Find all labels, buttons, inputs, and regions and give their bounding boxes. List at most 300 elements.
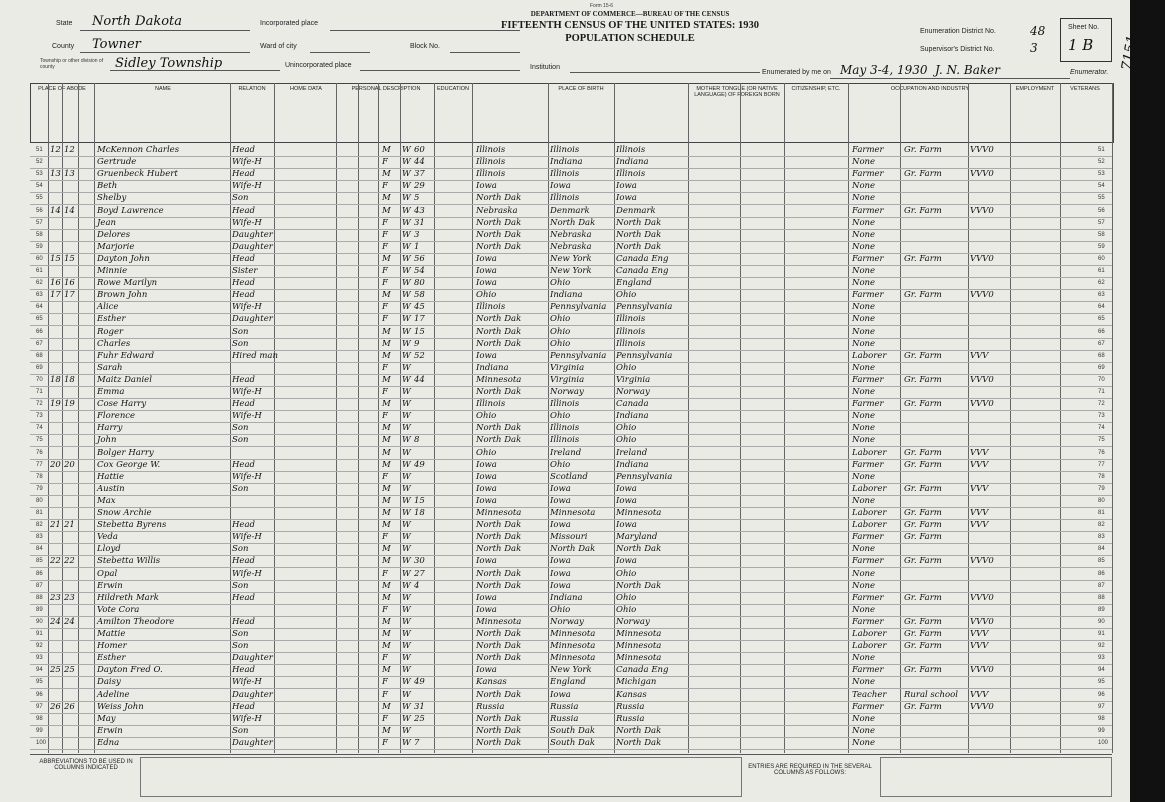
- cell-bp: Illinois: [476, 302, 506, 313]
- cell-race: W: [402, 483, 411, 494]
- line-number-right: 72: [1098, 401, 1105, 408]
- cell-mbp: Norway: [616, 387, 650, 397]
- cell-code: VVV: [970, 689, 989, 700]
- table-row: [0, 169, 1120, 181]
- cell-occ: Farmer: [852, 592, 884, 603]
- cell-bp: North Dak: [476, 641, 522, 652]
- cell-dw: 16: [50, 278, 61, 289]
- cell-age: 15: [414, 326, 425, 337]
- line-number: 98: [36, 715, 43, 722]
- cell-fam: 21: [64, 520, 75, 531]
- cell-rel: Wife-H: [232, 387, 262, 397]
- line-number-right: 74: [1098, 425, 1105, 432]
- cell-mbp: Minnesota: [616, 508, 662, 518]
- line-number: 92: [36, 643, 43, 650]
- cell-fam: 23: [64, 592, 75, 603]
- cell-name: Hattie: [97, 471, 125, 482]
- line-number-right: 87: [1098, 582, 1105, 589]
- cell-race: W: [402, 471, 411, 482]
- cell-name: Jean: [97, 217, 116, 228]
- line-number: 55: [36, 195, 43, 202]
- cell-ind: Gr. Farm: [904, 641, 942, 652]
- cell-rel: Wife-H: [232, 677, 262, 688]
- cell-sex: M: [382, 495, 391, 506]
- section-name: NAME: [155, 86, 171, 92]
- cell-age: 49: [414, 677, 425, 688]
- cell-bp: Ohio: [476, 447, 497, 458]
- line-number: 94: [36, 667, 43, 674]
- cell-mbp: Iowa: [616, 556, 637, 567]
- cell-sex: F: [382, 217, 388, 228]
- line-number-right: 99: [1098, 727, 1105, 734]
- cell-sex: M: [382, 725, 391, 736]
- margin-number: 7151: [1118, 34, 1141, 72]
- cell-rel: Head: [232, 665, 255, 676]
- cell-rel: Daughter: [232, 229, 273, 240]
- cell-name: Sarah: [97, 362, 123, 373]
- cell-dw: 23: [50, 592, 61, 603]
- cell-fbp: Illinois: [550, 423, 580, 434]
- census-title: FIFTEENTH CENSUS OF THE UNITED STATES: 1930: [500, 20, 760, 31]
- cell-ind: Gr. Farm: [904, 290, 942, 301]
- cell-rel: Daughter: [232, 689, 273, 700]
- cell-bp: Iowa: [476, 266, 497, 276]
- table-row: [0, 339, 1120, 351]
- cell-age: 58: [414, 290, 425, 301]
- line-number: 88: [36, 594, 43, 601]
- cell-occ: None: [852, 241, 876, 252]
- cell-ind: Gr. Farm: [904, 374, 942, 385]
- cell-name: Esther: [97, 653, 126, 664]
- cell-name: Beth: [97, 181, 118, 192]
- cell-rel: Daughter: [232, 314, 273, 325]
- cell-sex: M: [382, 169, 391, 180]
- cell-sex: M: [382, 338, 391, 349]
- cell-race: W: [402, 459, 411, 470]
- section-mother-tongue: MOTHER TONGUE (OR NATIVE LANGUAGE) OF FOREIGN BORN: [694, 86, 780, 98]
- table-row: [0, 738, 1120, 750]
- line-number-right: 59: [1098, 243, 1105, 250]
- line-number: 78: [36, 473, 43, 480]
- line-number-right: 55: [1098, 195, 1105, 202]
- cell-mbp: Canada Eng: [616, 253, 669, 264]
- cell-mbp: Minnesota: [616, 653, 662, 664]
- table-row: [0, 460, 1120, 472]
- cell-race: W: [402, 713, 411, 724]
- cell-fam: 26: [64, 701, 75, 712]
- binder-hole: [1138, 540, 1149, 551]
- cell-occ: None: [852, 314, 876, 325]
- cell-race: W: [402, 302, 411, 313]
- line-number-right: 88: [1098, 594, 1105, 601]
- cell-occ: None: [852, 471, 876, 482]
- cell-fbp: Minnesota: [550, 653, 596, 664]
- cell-race: W: [402, 629, 411, 639]
- table-row: [0, 690, 1120, 702]
- cell-bp: North Dak: [476, 520, 522, 531]
- cell-age: 44: [414, 374, 425, 385]
- cell-name: John: [97, 435, 117, 446]
- line-number: 58: [36, 231, 43, 238]
- cell-occ: Farmer: [852, 532, 884, 543]
- cell-fbp: Iowa: [550, 520, 571, 531]
- cell-race: W: [402, 592, 411, 603]
- cell-fam: 18: [64, 374, 75, 385]
- cell-bp: North Dak: [476, 387, 522, 397]
- cell-dw: 21: [50, 520, 61, 531]
- cell-name: Stebetta Byrens: [97, 520, 167, 531]
- line-number: 69: [36, 364, 43, 371]
- cell-fbp: Virginia: [550, 374, 585, 385]
- line-number-right: 80: [1098, 497, 1105, 504]
- cell-rel: Daughter: [232, 241, 273, 252]
- cell-dw: 19: [50, 399, 61, 410]
- line-number: 100: [36, 739, 47, 746]
- enumerated-label: Enumerated by me on: [762, 69, 831, 76]
- line-number-right: 58: [1098, 231, 1105, 238]
- cell-fbp: Russia: [550, 701, 579, 712]
- cell-fam: 19: [64, 399, 75, 410]
- cell-rel: Wife-H: [232, 568, 262, 579]
- cell-ind: Gr. Farm: [904, 592, 942, 603]
- cell-sex: M: [382, 556, 391, 567]
- cell-fbp: Ohio: [550, 314, 571, 325]
- cell-code: VVV: [970, 447, 989, 458]
- cell-mbp: Minnesota: [616, 641, 662, 652]
- cell-mbp: Ohio: [616, 362, 637, 373]
- cell-sex: F: [382, 302, 388, 313]
- cell-race: W: [402, 193, 411, 204]
- cell-code: VVV: [970, 483, 989, 494]
- cell-bp: North Dak: [476, 326, 522, 337]
- cell-bp: Iowa: [476, 556, 497, 567]
- cell-bp: Indiana: [476, 362, 509, 373]
- line-number: 99: [36, 727, 43, 734]
- line-number: 77: [36, 461, 43, 468]
- cell-code: VVV0: [970, 145, 994, 155]
- cell-rel: Head: [232, 701, 255, 712]
- cell-bp: Ohio: [476, 290, 497, 301]
- cell-age: 30: [414, 556, 425, 567]
- table-row: [0, 218, 1120, 230]
- cell-code: VVV0: [970, 253, 994, 264]
- cell-rel: Head: [232, 592, 255, 603]
- cell-occ: None: [852, 217, 876, 228]
- cell-sex: F: [382, 677, 388, 688]
- cell-rel: Son: [232, 629, 249, 639]
- line-number-right: 100: [1098, 739, 1109, 746]
- cell-ind: Gr. Farm: [904, 556, 942, 567]
- cell-name: Erwin: [97, 580, 123, 591]
- cell-ind: Gr. Farm: [904, 483, 942, 494]
- ward-label: Ward of city: [260, 43, 297, 50]
- line-number-right: 98: [1098, 715, 1105, 722]
- cell-race: W: [402, 737, 411, 748]
- cell-sex: F: [382, 157, 388, 168]
- cell-age: 27: [414, 568, 425, 579]
- cell-mbp: Kansas: [616, 689, 647, 700]
- cell-bp: Iowa: [476, 278, 497, 289]
- cell-fbp: Virginia: [550, 362, 585, 373]
- township-value: Sidley Township: [115, 56, 223, 71]
- cell-name: Fuhr Edward: [97, 350, 155, 361]
- cell-bp: North Dak: [476, 713, 522, 724]
- cell-occ: Farmer: [852, 556, 884, 567]
- cell-mbp: Pennsylvania: [616, 302, 673, 313]
- cell-race: W: [402, 447, 411, 458]
- line-number-right: 75: [1098, 437, 1105, 444]
- cell-sex: M: [382, 508, 391, 518]
- enumeration-district-value: 48: [1030, 24, 1046, 38]
- cell-age: 1: [414, 241, 420, 252]
- cell-age: 18: [414, 508, 425, 518]
- cell-sex: M: [382, 580, 391, 591]
- binder-hole: [1138, 300, 1149, 311]
- cell-dw: 18: [50, 374, 61, 385]
- cell-rel: Head: [232, 290, 255, 301]
- cell-code: VVV: [970, 629, 989, 639]
- cell-fbp: Russia: [550, 713, 579, 724]
- cell-mbp: North Dak: [616, 241, 662, 252]
- table-row: [0, 508, 1120, 520]
- cell-bp: Illinois: [476, 169, 506, 180]
- cell-sex: M: [382, 145, 391, 155]
- cell-code: VVV: [970, 641, 989, 652]
- cell-name: Erwin: [97, 725, 123, 736]
- cell-fbp: Norway: [550, 387, 584, 397]
- cell-dw: 25: [50, 665, 61, 676]
- line-number: 93: [36, 655, 43, 662]
- cell-bp: Minnesota: [476, 616, 522, 627]
- cell-bp: North Dak: [476, 653, 522, 664]
- cell-rel: Daughter: [232, 737, 273, 748]
- cell-name: May: [97, 713, 116, 724]
- cell-occ: None: [852, 181, 876, 192]
- cell-sex: M: [382, 701, 391, 712]
- cell-race: W: [402, 290, 411, 301]
- cell-bp: Russia: [476, 701, 505, 712]
- unincorporated-label: Unincorporated place: [285, 62, 352, 69]
- cell-fbp: Iowa: [550, 580, 571, 591]
- cell-sex: M: [382, 616, 391, 627]
- cell-race: W: [402, 241, 411, 252]
- cell-name: Hildreth Mark: [97, 592, 159, 603]
- cell-bp: North Dak: [476, 435, 522, 446]
- county-value: Towner: [92, 37, 141, 52]
- line-number-right: 67: [1098, 340, 1105, 347]
- cell-fbp: New York: [550, 665, 592, 676]
- cell-dw: 15: [50, 253, 61, 264]
- cell-fbp: South Dak: [550, 737, 596, 748]
- line-number-right: 81: [1098, 510, 1105, 516]
- cell-mbp: Norway: [616, 616, 650, 627]
- abbreviations-title: ABBREVIATIONS TO BE USED IN COLUMNS INDICATED: [39, 759, 133, 771]
- line-number-right: 73: [1098, 413, 1105, 420]
- cell-occ: None: [852, 362, 876, 373]
- cell-sex: F: [382, 278, 388, 289]
- cell-name: Gertrude: [97, 157, 137, 168]
- cell-occ: Laborer: [852, 641, 887, 652]
- line-number-right: 60: [1098, 255, 1105, 262]
- cell-rel: Sister: [232, 266, 258, 276]
- cell-dw: 20: [50, 459, 61, 470]
- cell-occ: None: [852, 411, 876, 422]
- cell-bp: North Dak: [476, 241, 522, 252]
- table-row: [0, 411, 1120, 423]
- cell-race: W: [402, 387, 411, 397]
- cell-race: W: [402, 326, 411, 337]
- cell-name: Vote Cora: [97, 604, 140, 615]
- cell-sex: F: [382, 689, 388, 700]
- table-row: [0, 435, 1120, 447]
- cell-sex: M: [382, 629, 391, 639]
- line-number: 83: [36, 534, 43, 541]
- line-number: 71: [36, 389, 43, 395]
- cell-age: 43: [414, 205, 425, 216]
- table-row: [0, 496, 1120, 508]
- cell-name: Daisy: [97, 677, 121, 688]
- cell-sex: M: [382, 483, 391, 494]
- cell-mbp: Iowa: [616, 193, 637, 204]
- line-number-right: 83: [1098, 534, 1105, 541]
- line-number: 85: [36, 558, 43, 565]
- cell-occ: Teacher: [852, 689, 887, 700]
- cell-name: Veda: [97, 532, 118, 543]
- cell-sex: M: [382, 520, 391, 531]
- cell-fbp: Iowa: [550, 689, 571, 700]
- cell-rel: Son: [232, 483, 249, 494]
- table-row: [0, 641, 1120, 653]
- line-number: 97: [36, 703, 43, 710]
- section-relation: RELATION: [238, 86, 266, 92]
- binder-hole: [1138, 760, 1149, 771]
- cell-ind: Gr. Farm: [904, 253, 942, 264]
- section-place-of-birth: PLACE OF BIRTH: [558, 86, 604, 92]
- line-number-right: 93: [1098, 655, 1105, 662]
- cell-bp: Iowa: [476, 495, 497, 506]
- cell-occ: Laborer: [852, 629, 887, 639]
- cell-ind: Gr. Farm: [904, 532, 942, 543]
- table-row: [0, 593, 1120, 605]
- cell-bp: North Dak: [476, 737, 522, 748]
- cell-ind: Gr. Farm: [904, 508, 942, 518]
- cell-occ: Laborer: [852, 483, 887, 494]
- cell-rel: Son: [232, 641, 249, 652]
- cell-name: Austin: [97, 483, 125, 494]
- table-row: [0, 254, 1120, 266]
- cell-occ: None: [852, 435, 876, 446]
- cell-rel: Son: [232, 544, 249, 555]
- cell-sex: F: [382, 737, 388, 748]
- cell-race: W: [402, 217, 411, 228]
- cell-bp: Minnesota: [476, 508, 522, 518]
- cell-sex: M: [382, 665, 391, 676]
- cell-mbp: Illinois: [616, 338, 646, 349]
- cell-fbp: Minnesota: [550, 629, 596, 639]
- cell-mbp: North Dak: [616, 229, 662, 240]
- cell-age: 15: [414, 495, 425, 506]
- line-number: 81: [36, 510, 43, 516]
- table-row: [0, 145, 1120, 157]
- cell-ind: Gr. Farm: [904, 350, 942, 361]
- cell-rel: Son: [232, 326, 249, 337]
- cell-age: 45: [414, 302, 425, 313]
- cell-fbp: South Dak: [550, 725, 596, 736]
- cell-code: VVV: [970, 520, 989, 531]
- cell-bp: North Dak: [476, 629, 522, 639]
- cell-bp: Iowa: [476, 181, 497, 192]
- cell-rel: Head: [232, 556, 255, 567]
- line-number: 96: [36, 691, 43, 698]
- table-row: [0, 726, 1120, 738]
- cell-race: W: [402, 229, 411, 240]
- line-number-right: 89: [1098, 606, 1105, 613]
- cell-code: VVV: [970, 350, 989, 361]
- line-number-right: 54: [1098, 183, 1105, 190]
- cell-bp: North Dak: [476, 568, 522, 579]
- line-number: 95: [36, 679, 43, 686]
- cell-sex: M: [382, 350, 391, 361]
- line-number-right: 56: [1098, 207, 1105, 214]
- cell-rel: Daughter: [232, 653, 273, 664]
- line-number-right: 61: [1098, 268, 1105, 274]
- cell-rel: Wife-H: [232, 713, 262, 724]
- cell-fbp: Iowa: [550, 495, 571, 506]
- section-education: EDUCATION: [437, 86, 469, 92]
- line-number-right: 70: [1098, 376, 1105, 383]
- cell-bp: Iowa: [476, 665, 497, 676]
- cell-occ: Farmer: [852, 145, 884, 155]
- cell-bp: Kansas: [476, 677, 507, 688]
- section-place-of-abode: PLACE OF ABODE: [38, 86, 86, 92]
- line-number-right: 62: [1098, 280, 1105, 287]
- cell-sex: F: [382, 362, 388, 373]
- table-row: [0, 230, 1120, 242]
- line-number-right: 78: [1098, 473, 1105, 480]
- cell-sex: M: [382, 205, 391, 216]
- cell-race: W: [402, 157, 411, 168]
- cell-fbp: Iowa: [550, 568, 571, 579]
- cell-race: W: [402, 508, 411, 518]
- cell-mbp: Ireland: [616, 447, 648, 458]
- enumerator-label: Enumerator.: [1070, 69, 1109, 76]
- cell-dw: 17: [50, 290, 61, 301]
- cell-age: 56: [414, 253, 425, 264]
- table-row: [0, 617, 1120, 629]
- cell-bp: Illinois: [476, 145, 506, 155]
- cell-bp: Iowa: [476, 350, 497, 361]
- cell-name: Shelby: [97, 193, 127, 204]
- section-employment: EMPLOYMENT: [1015, 86, 1055, 92]
- cell-rel: Head: [232, 520, 255, 531]
- cell-sex: F: [382, 411, 388, 422]
- cell-code: VVV0: [970, 665, 994, 676]
- cell-name: Adeline: [97, 689, 130, 700]
- cell-bp: Nebraska: [476, 205, 518, 216]
- line-number-right: 71: [1098, 389, 1105, 395]
- cell-name: Esther: [97, 314, 126, 325]
- cell-rel: Wife-H: [232, 302, 262, 313]
- cell-rel: Wife-H: [232, 532, 262, 543]
- cell-age: 17: [414, 314, 425, 325]
- cell-race: W: [402, 556, 411, 567]
- cell-name: Marjorie: [97, 241, 135, 252]
- cell-sex: M: [382, 399, 391, 410]
- cell-age: 49: [414, 459, 425, 470]
- cell-sex: F: [382, 229, 388, 240]
- cell-fam: 17: [64, 290, 75, 301]
- cell-sex: M: [382, 290, 391, 301]
